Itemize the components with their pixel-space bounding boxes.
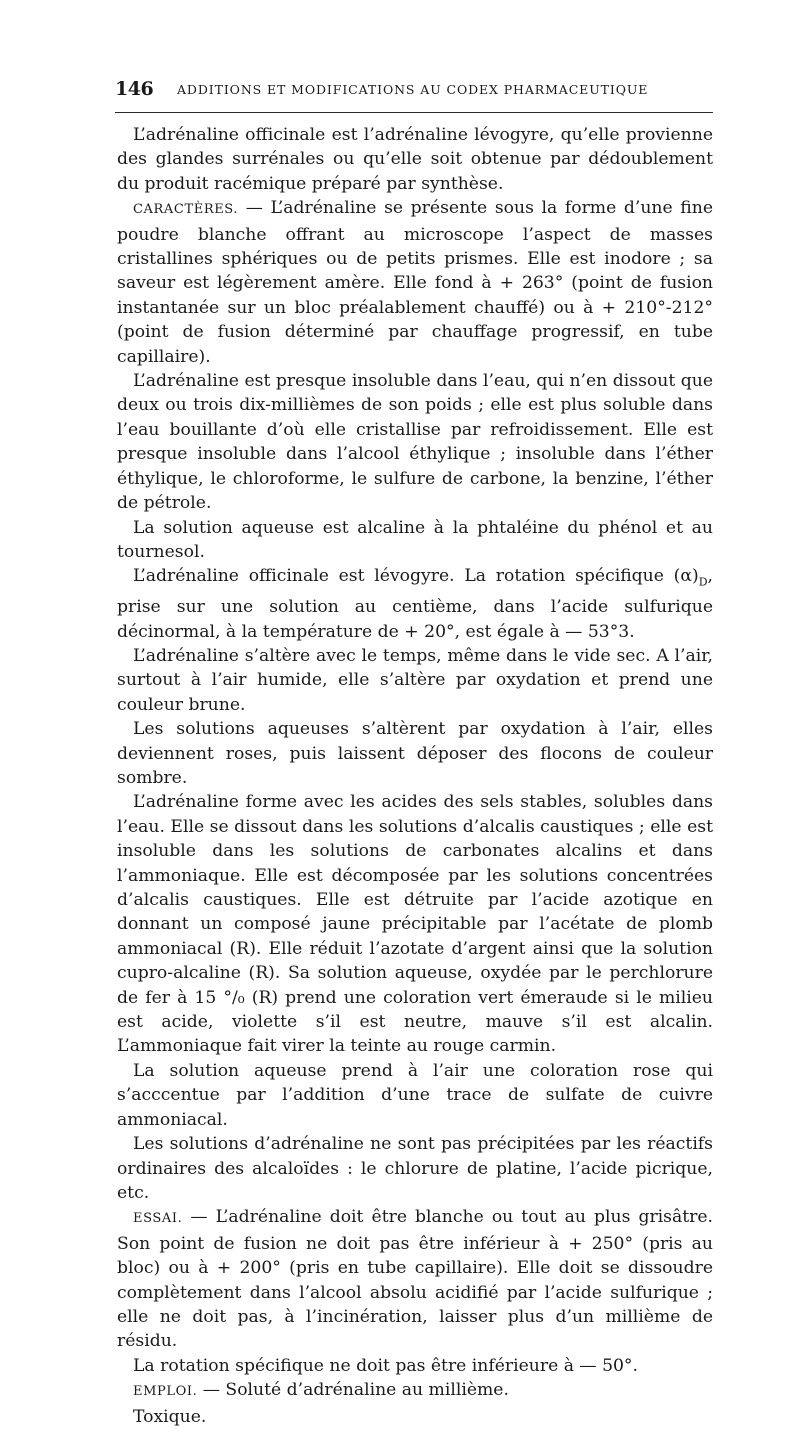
paragraph-rotation: L’adrénaline officinale est lévogyre. La rotation spécifique $(\alpha)_D$, prise sur une solution au centième, dans l’acide sulfurique décinormal, à la température de + 20°, est égale à — 53°3. [117,566,713,642]
paragraph-solubility: L’adrénaline est presque insoluble dans l’eau, qui n’en dissout que deux ou trois dix-millièmes de son poids ; elle est plus soluble dans l’eau bouillante d’où elle cristallise par refroidissement. Elle est presque insoluble dans l’alcool éthylique ; insoluble dans l’éther éthylique, le chloroforme, le sulfure de carbone, la benzine, l’éther de pétrole. [117,371,713,514]
paragraph-precipitation: Les solutions d’adrénaline ne sont pas précipitées par les réactifs ordinaires des alcaloïdes : le chlorure de platine, l’acide picrique, etc. [117,1134,713,1203]
paragraph-alkalinity: La solution aqueuse est alcaline à la phtaléine du phénol et au tournesol. [117,517,713,562]
page-header [115,78,710,104]
header-rule [115,112,713,113]
paragraph-rose-coloration: La solution aqueuse prend à l’air une coloration rose qui s’acccentue par l’addition d’une trace de sulfate de cuivre ammoniacal. [117,1060,713,1130]
paragraph-rotation-limit: La rotation spécifique ne doit pas être inférieure à — 50°. [133,1355,638,1376]
section-label-caracteres: CARACTÈRES. [133,202,239,218]
paragraph-alteration: L’adrénaline s’altère avec le temps, même dans le vide sec. A l’air, surtout à l’air humide, elle s’altère par oxydation et prend une couleur brune. [117,645,713,715]
paragraph-emploi: EMPLOI. — Soluté d’adrénaline au millième. [133,1380,509,1401]
paragraph-reactions: L’adrénaline forme avec les acides des sels stables, solubles dans l’eau. Elle se dissout dans les solutions d’alcalis caustiques ; elle est insoluble dans les solutions de carbonates alcalins et dans l’ammoniaque. Elle est décomposée par les solutions concentrées d’alcalis caustiques. Elle est détruite par l’acide azotique en donnant un composé jaune précipitable par l’acétate de plomb ammoniacal (R). Elle réduit l’azotate d’argent ainsi que la solution cupro-alcaline (R). Sa solution aqueuse, oxydée par le perchlorure de fer à 15 °/₀ (R) prend une coloration vert émeraude si le milieu est acide, violette s’il est neutre, mauve s’il est alcalin. L’ammoniaque fait virer la teinte au rouge carmin. [117,792,713,1057]
paragraph-essai: ESSAI. — L’adrénaline doit être blanche ou tout au plus grisâtre. Son point de fusion ne doit pas être inférieur à + 250° (pris au bloc) ou à + 200° (pris en tube capillaire). Elle doit se dissoudre complètement dans l’alcool absolu acidifié par l’acide sulfurique ; elle ne doit pas, à l’incinération, laisser plus d’un millième de résidu. [117,1207,713,1352]
section-label-essai: ESSAI. [133,1211,183,1227]
paragraph-aqueous-solutions: Les solutions aqueuses s’altèrent par oxydation à l’air, elles deviennent roses, puis laissent déposer des flocons de couleur sombre. [117,719,713,788]
running-title: ADDITIONS ET MODIFICATIONS AU CODEX PHARMACEUTIQUE [177,82,649,97]
page-body [117,123,713,1429]
section-label-emploi: EMPLOI. [133,1384,198,1400]
page-number: 146 [115,78,154,100]
paragraph-toxique: Toxique. [133,1406,207,1427]
paragraph-origin: L’adrénaline officinale est l’adrénaline lévogyre, qu’elle provienne des glandes surrénales ou qu’elle soit obtenue par dédoublement du produit racémique préparé par synthèse. [117,125,713,194]
paragraph-characteristics: CARACTÈRES. — L’adrénaline se présente sous la forme d’une fine poudre blanche offrant au microscope l’aspect de masses cristallines sphériques ou de petits prismes. Elle est inodore ; sa saveur est légèrement amère. Elle fond à + 263° (point de fusion instantanée sur un bloc préalablement chauffé) ou à + 210°-212° (point de fusion déterminé par chauffage progressif, en tube capillaire). [117,198,713,367]
